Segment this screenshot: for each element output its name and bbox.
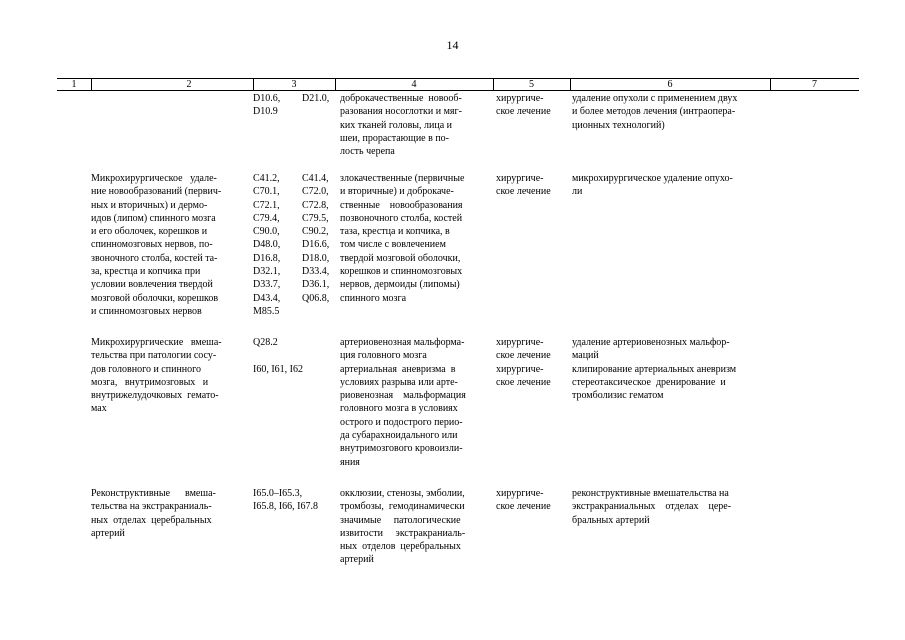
row-2-method: микрохирургическое удаление опухо- ли [572, 173, 733, 198]
row-4-codes: I65.0–I65.3, I65.8, I66, I67.8 [253, 488, 318, 513]
row-1-condition: доброкачественные новооб- разования носоглотки и мяг- ких тканей головы, лица и шеи, прорастающие в по- лость черепа [340, 93, 462, 158]
row-3-method: удаление артериовенозных мальфор- маций клипирование артериальных аневризм стереотаксическое дренирование и тромболизис гематом [572, 337, 737, 402]
row-1-codes-left: D10.6, D10.9 [253, 93, 281, 118]
row-3-codes: Q28.2 I60, I61, I62 [253, 337, 303, 375]
row-1-treatment-type: хирургиче- ское лечение [496, 93, 551, 118]
row-2-condition: злокачественные (первичные и вторичные) и доброкаче- ственные новообразования позвоночного столба, костей таза, крестца и копчика, в том числе с вовлечением твердой мозговой оболочки, корешков и спинномозговых нервов, дермоиды (липомы) спинного мозга [340, 173, 465, 304]
header-col-4: 4 [411, 79, 417, 90]
table-header-row [57, 78, 859, 91]
row-4-treatment-type: хирургиче- ское лечение [496, 488, 551, 513]
row-4-method: реконструктивные вмешательства на экстракраниальных отделах цере- бральных артерий [572, 488, 732, 526]
header-col-6: 6 [667, 79, 673, 90]
row-2-treatment-type: хирургиче- ское лечение [496, 173, 551, 198]
header-col-7: 7 [812, 79, 817, 90]
row-1-method: удаление опухоли с применением двух и более методов лечения (интраопера- ционных технологий) [572, 93, 738, 131]
header-col-5: 5 [529, 79, 534, 90]
header-col-3: 3 [291, 79, 297, 90]
row-1-codes-right: D21.0, [302, 93, 330, 104]
row-3-name: Микрохирургические вмеша- тельства при патологии сосу- дов головного и спинного мозга, внутримозговых и внутрижелудочковых гемато- мах [91, 337, 222, 415]
row-4-condition: окклюзии, стенозы, эмболии, тромбозы, гемодинамически значимые патологические извитости экстракраниаль- ных отделов церебральных артерий [340, 488, 466, 566]
header-col-1: 1 [71, 79, 77, 90]
row-3-condition: артериовенозная мальформа- ция головного мозга артериальная аневризма в условиях разрыва или арте- риовенозная мальформация головного мозга в условиях острого и подострого перио- да субарахноидального или внутримозгового кровоизли- яния [340, 337, 466, 468]
row-2-codes-right: C41.4, C72.0, C72.8, C79.5, C90.2, D16.6, D18.0, D33.4, D36.1, Q06.8, [302, 173, 330, 304]
row-3-treatment-type: хирургиче- ское лечение хирургиче- ское лечение [496, 337, 551, 388]
row-2-name: Микрохирургическое удале- ние новообразований (первич- ных и вторичных) и дермо- идов (липом) спинного мозга и его оболочек, корешков и спинномозговых нервов, по- звоночного столба, костей та- за, крестца и копчика при условии вовлечения твердой мозговой оболочки, корешков и спинномозговых нервов [91, 173, 222, 317]
page-number: 14 [446, 38, 459, 52]
row-4-name: Реконструктивные вмеша- тельства на экстракраниаль- ных отделах церебральных артерий [91, 488, 216, 539]
row-2-codes-left: C41.2, C70.1, C72.1, C79.4, C90.0, D48.0, D16.8, D32.1, D33.7, D43.4, M85.5 [253, 173, 281, 317]
header-col-2: 2 [186, 79, 192, 90]
